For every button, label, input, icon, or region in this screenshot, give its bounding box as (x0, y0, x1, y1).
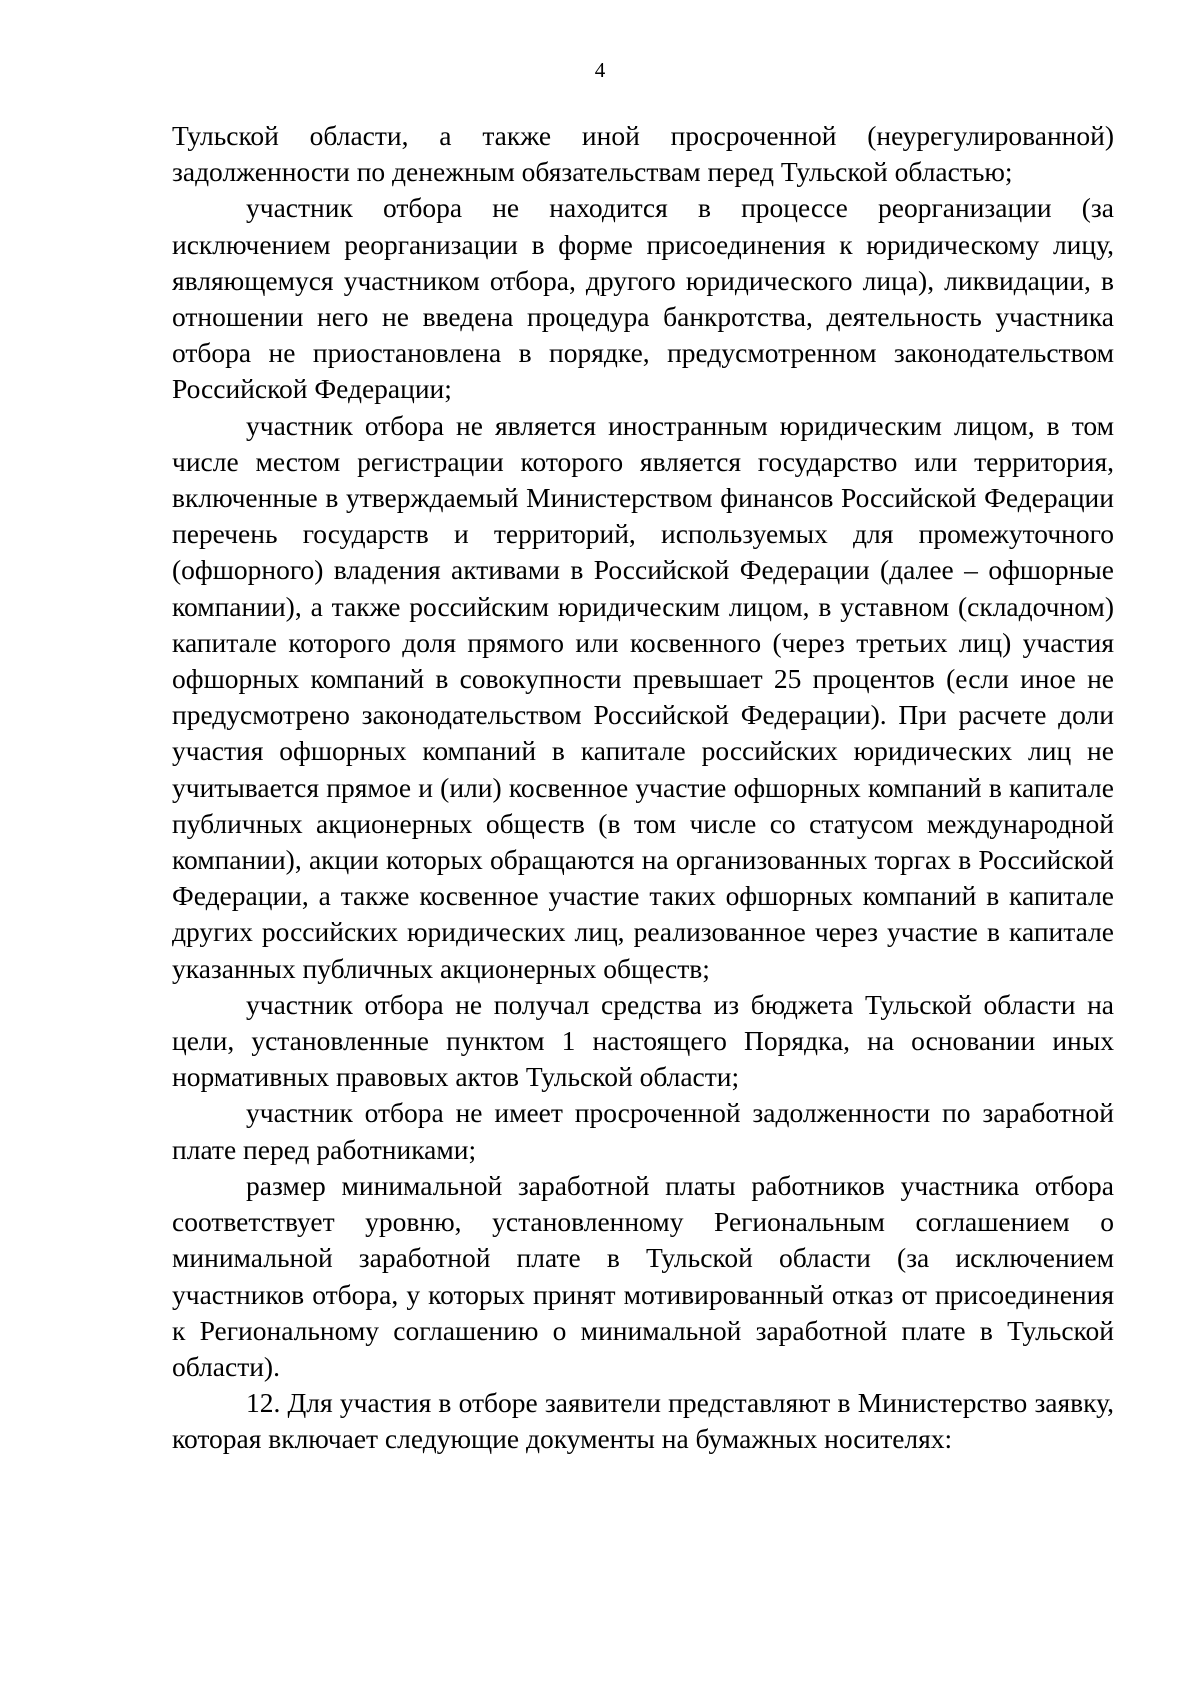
page-number: 4 (594, 58, 606, 82)
paragraph-item-12: 12. Для участия в отборе заявители представляют в Министерство заявку, которая включает следующие документы на бумажных носителях: (172, 1387, 1114, 1455)
paragraph-minimum-wage-condition: размер минимальной заработной платы работников участника отбора соответствует уровню, установленному Региональным соглашением о минимальной заработной плате в Тульской области (за исключением участников отбора, у которых принят мотивированный отказ от присоединения к Региональному соглашению о минимальной заработной плате в Тульской области). (172, 1169, 1114, 1382)
paragraph-continuation: Тульской области, а также иной просроченной (неурегулированной) задолженности по денежным обязательствам перед Тульской областью; (172, 120, 1114, 188)
paragraph-wage-arrears-condition: участник отбора не имеет просроченной задолженности по заработной плате перед работниками; (172, 1097, 1114, 1165)
document-body (172, 118, 1114, 1458)
paragraph-reorganization-condition: участник отбора не находится в процессе реорганизации (за исключением реорганизации в форме присоединения к юридическому лицу, являющемуся участником отбора, другого юридического лица), ликвидации, в отношении него не введена процедура банкротства, деятельность участника отбора не приостановлена в порядке, предусмотренном законодательством Российской Федерации; (172, 192, 1114, 405)
paragraph-offshore-condition: участник отбора не является иностранным юридическим лицом, в том числе местом регистрации которого является государство или территория, включенные в утверждаемый Министерством финансов Российской Федерации перечень государств и территорий, используемых для промежуточного (офшорного) владения активами в Российской Федерации (далее – офшорные компании), а также российским юридическим лицом, в уставном (складочном) капитале которого доля прямого или косвенного (через третьих лиц) участия офшорных компаний в совокупности превышает 25 процентов (если иное не предусмотрено законодательством Российской Федерации). При расчете доли участия офшорных компаний в капитале российских юридических лиц не учитывается прямое и (или) косвенное участие офшорных компаний в капитале публичных акционерных обществ (в том числе со статусом международной компании), акции которых обращаются на организованных торгах в Российской Федерации, а также косвенное участие таких офшорных компаний в капитале других российских юридических лиц, реализованное через участие в капитале указанных публичных акционерных обществ; (172, 409, 1114, 984)
paragraph-budget-funds-condition: участник отбора не получал средства из бюджета Тульской области на цели, установленные пунктом 1 настоящего Порядка, на основании иных нормативных правовых актов Тульской области; (172, 988, 1114, 1093)
